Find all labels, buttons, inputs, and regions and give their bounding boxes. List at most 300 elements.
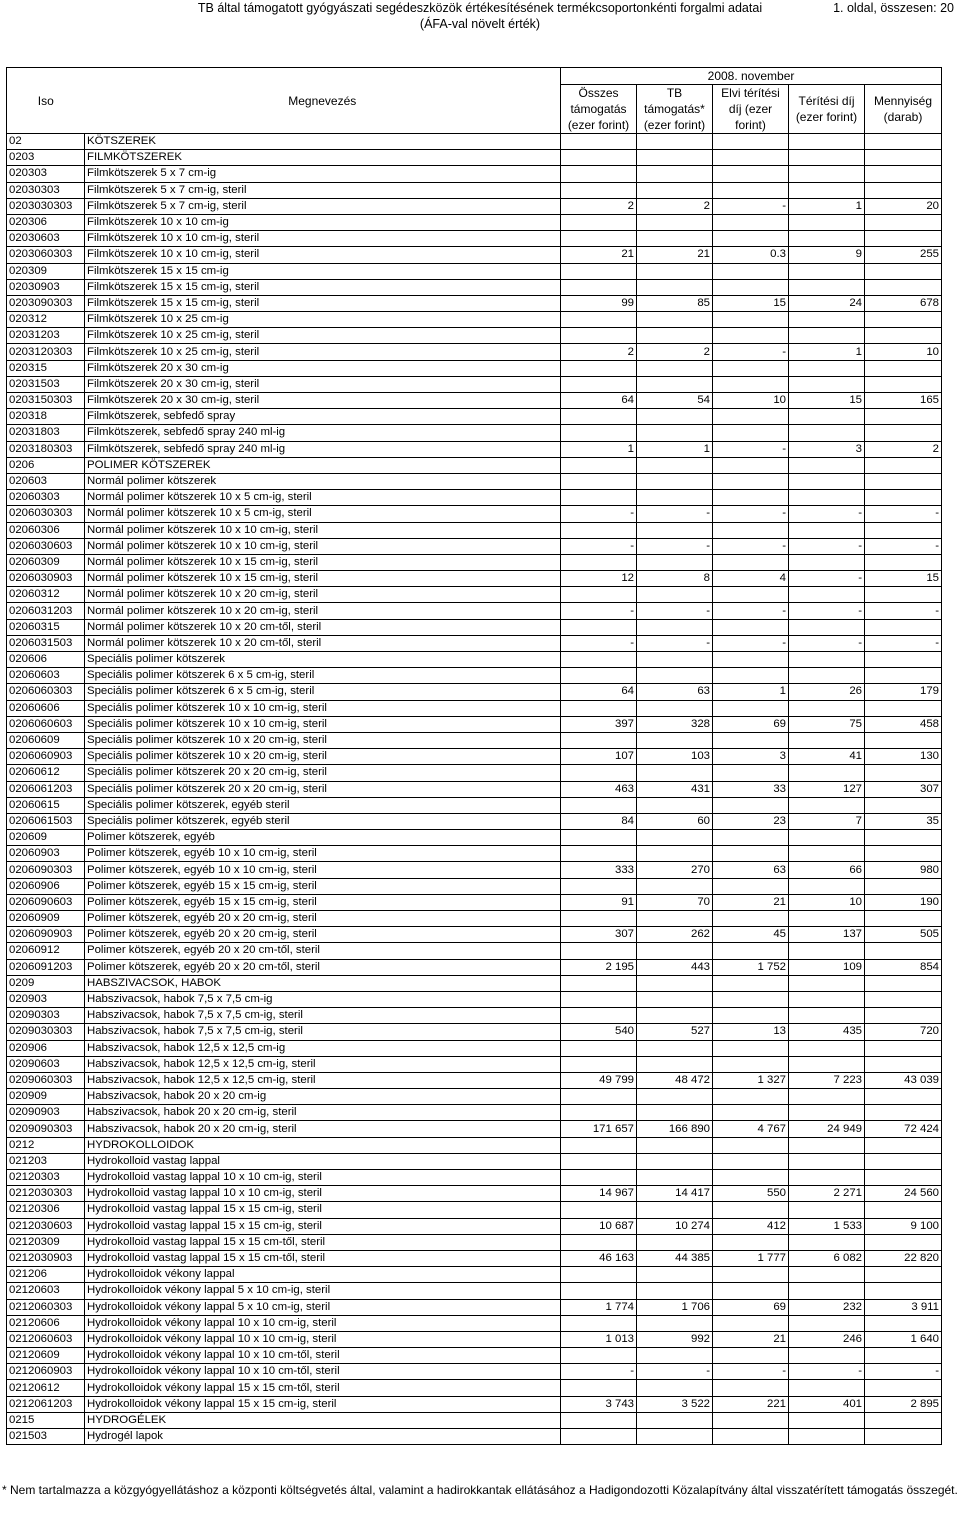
table-row <box>7 1170 942 1186</box>
table-row <box>7 878 942 894</box>
name-cell: Hydrokolloidok vékony lappal 15 x 15 cm-ig, steril <box>85 1396 561 1412</box>
iso-cell: 0212030303 <box>7 1186 85 1202</box>
teritesi-cell <box>789 473 865 489</box>
tb-cell: - <box>637 538 713 554</box>
osszes-cell <box>561 943 637 959</box>
teritesi-cell <box>789 1105 865 1121</box>
osszes-cell <box>561 1056 637 1072</box>
iso-cell: 02060306 <box>7 522 85 538</box>
teritesi-cell: 26 <box>789 684 865 700</box>
teritesi-cell <box>789 797 865 813</box>
teritesi-cell: - <box>789 506 865 522</box>
mennyiseg-cell <box>865 991 942 1007</box>
table-row <box>7 1186 942 1202</box>
iso-cell: 0203090303 <box>7 295 85 311</box>
elvi-cell <box>713 991 789 1007</box>
table-row <box>7 635 942 651</box>
osszes-cell <box>561 911 637 927</box>
name-cell: Filmkötszerek 10 x 10 cm-ig, steril <box>85 231 561 247</box>
elvi-cell <box>713 1153 789 1169</box>
name-cell: KÖTSZEREK <box>85 134 561 150</box>
iso-cell: 0209090303 <box>7 1121 85 1137</box>
iso-cell: 0212061203 <box>7 1396 85 1412</box>
table-row <box>7 1331 942 1347</box>
teritesi-cell <box>789 1170 865 1186</box>
teritesi-cell <box>789 490 865 506</box>
mennyiseg-cell: 165 <box>865 393 942 409</box>
tb-cell: 992 <box>637 1331 713 1347</box>
table-row <box>7 652 942 668</box>
tb-cell <box>637 1170 713 1186</box>
elvi-cell <box>713 1040 789 1056</box>
table-row <box>7 522 942 538</box>
elvi-cell <box>713 1412 789 1428</box>
col-header-name: Megnevezés <box>85 68 561 134</box>
mennyiseg-cell <box>865 425 942 441</box>
tb-cell <box>637 150 713 166</box>
osszes-cell: 2 195 <box>561 959 637 975</box>
elvi-cell: 4 <box>713 571 789 587</box>
tb-cell <box>637 409 713 425</box>
teritesi-cell <box>789 1267 865 1283</box>
table-row <box>7 1364 942 1380</box>
tb-cell <box>637 1315 713 1331</box>
name-cell: Polimer kötszerek, egyéb <box>85 830 561 846</box>
elvi-cell <box>713 1429 789 1445</box>
tb-cell <box>637 1153 713 1169</box>
iso-cell: 02060303 <box>7 490 85 506</box>
mennyiseg-cell <box>865 587 942 603</box>
table-row <box>7 1250 942 1266</box>
osszes-cell <box>561 846 637 862</box>
mennyiseg-cell: 20 <box>865 198 942 214</box>
report-title <box>140 0 820 32</box>
iso-cell: 02060615 <box>7 797 85 813</box>
tb-cell <box>637 1089 713 1105</box>
iso-cell: 0206090603 <box>7 894 85 910</box>
teritesi-cell <box>789 554 865 570</box>
teritesi-cell <box>789 943 865 959</box>
osszes-cell: 14 967 <box>561 1186 637 1202</box>
iso-cell: 02060603 <box>7 668 85 684</box>
teritesi-cell <box>789 732 865 748</box>
iso-cell: 0209030303 <box>7 1024 85 1040</box>
iso-cell: 02060309 <box>7 554 85 570</box>
osszes-cell <box>561 991 637 1007</box>
name-cell: Speciális polimer kötszerek, egyéb steril <box>85 797 561 813</box>
name-cell: Hydrokolloid vastag lappal 15 x 15 cm-ig, steril <box>85 1218 561 1234</box>
teritesi-cell: 1 533 <box>789 1218 865 1234</box>
tb-cell <box>637 1040 713 1056</box>
iso-cell: 0206031503 <box>7 635 85 651</box>
teritesi-cell <box>789 1202 865 1218</box>
table-row <box>7 1040 942 1056</box>
mennyiseg-cell <box>865 150 942 166</box>
osszes-cell <box>561 279 637 295</box>
tb-cell <box>637 975 713 991</box>
elvi-cell: 21 <box>713 1331 789 1347</box>
osszes-cell <box>561 975 637 991</box>
mennyiseg-cell: 3 911 <box>865 1299 942 1315</box>
table-row <box>7 1429 942 1445</box>
elvi-cell: 550 <box>713 1186 789 1202</box>
table-row <box>7 1008 942 1024</box>
mennyiseg-cell: - <box>865 506 942 522</box>
name-cell: Speciális polimer kötszerek 10 x 20 cm-ig, steril <box>85 732 561 748</box>
table-row <box>7 1299 942 1315</box>
name-cell: Habszivacsok, habok 7,5 x 7,5 cm-ig, steril <box>85 1008 561 1024</box>
tb-cell: 63 <box>637 684 713 700</box>
elvi-cell <box>713 554 789 570</box>
osszes-cell <box>561 1170 637 1186</box>
teritesi-cell <box>789 1234 865 1250</box>
elvi-cell: 21 <box>713 894 789 910</box>
elvi-cell <box>713 911 789 927</box>
osszes-cell: 2 <box>561 198 637 214</box>
tb-cell <box>637 700 713 716</box>
name-cell: Hydrokolloid vastag lappal 15 x 15 cm-től, steril <box>85 1250 561 1266</box>
tb-cell <box>637 1008 713 1024</box>
teritesi-cell <box>789 1089 865 1105</box>
teritesi-cell: 127 <box>789 781 865 797</box>
osszes-cell <box>561 457 637 473</box>
iso-cell: 0206091203 <box>7 959 85 975</box>
teritesi-cell <box>789 587 865 603</box>
tb-cell <box>637 360 713 376</box>
tb-cell <box>637 1267 713 1283</box>
iso-cell: 02060315 <box>7 619 85 635</box>
tb-cell <box>637 830 713 846</box>
tb-cell: 54 <box>637 393 713 409</box>
name-cell: Polimer kötszerek, egyéb 20 x 20 cm-ig, steril <box>85 911 561 927</box>
elvi-cell <box>713 279 789 295</box>
osszes-cell <box>561 328 637 344</box>
tb-cell <box>637 231 713 247</box>
osszes-cell <box>561 765 637 781</box>
elvi-cell <box>713 765 789 781</box>
osszes-cell <box>561 150 637 166</box>
iso-cell: 0212030603 <box>7 1218 85 1234</box>
osszes-cell <box>561 1089 637 1105</box>
name-cell: Filmkötszerek 10 x 10 cm-ig <box>85 214 561 230</box>
osszes-cell: 91 <box>561 894 637 910</box>
elvi-cell: 45 <box>713 927 789 943</box>
elvi-cell <box>713 134 789 150</box>
table-row <box>7 830 942 846</box>
osszes-cell <box>561 587 637 603</box>
name-cell: Habszivacsok, habok 20 x 20 cm-ig <box>85 1089 561 1105</box>
iso-cell: 0209 <box>7 975 85 991</box>
name-cell: Normál polimer kötszerek 10 x 10 cm-ig, steril <box>85 522 561 538</box>
iso-cell: 021203 <box>7 1153 85 1169</box>
teritesi-cell <box>789 1348 865 1364</box>
table-row <box>7 263 942 279</box>
name-cell: Habszivacsok, habok 7,5 x 7,5 cm-ig, steril <box>85 1024 561 1040</box>
name-cell: Filmkötszerek 10 x 25 cm-ig, steril <box>85 344 561 360</box>
osszes-cell <box>561 473 637 489</box>
col-header-iso: Iso <box>7 68 85 134</box>
teritesi-cell: 10 <box>789 894 865 910</box>
mennyiseg-cell <box>865 1380 942 1396</box>
teritesi-cell <box>789 263 865 279</box>
iso-cell: 02060906 <box>7 878 85 894</box>
elvi-cell: 4 767 <box>713 1121 789 1137</box>
name-cell: Filmkötszerek 15 x 15 cm-ig, steril <box>85 279 561 295</box>
col-header-period: 2008. november <box>561 68 942 85</box>
tb-cell <box>637 911 713 927</box>
mennyiseg-cell <box>865 312 942 328</box>
mennyiseg-cell <box>865 1348 942 1364</box>
name-cell: Normál polimer kötszerek 10 x 15 cm-ig, steril <box>85 571 561 587</box>
table-row <box>7 1380 942 1396</box>
name-cell: Habszivacsok, habok 20 x 20 cm-ig, steril <box>85 1121 561 1137</box>
mennyiseg-cell <box>865 1153 942 1169</box>
elvi-cell: 69 <box>713 1299 789 1315</box>
table-row <box>7 587 942 603</box>
iso-cell: 0206090903 <box>7 927 85 943</box>
osszes-cell: 84 <box>561 813 637 829</box>
footnote: * Nem tartalmazza a közgyógyellátáshoz a központi költségvetés által, valamint a hadirokkantak ellátásához a Hadigondozotti Közalapítvány által visszatérített támogatás összegét. <box>2 1483 958 1497</box>
elvi-cell <box>713 166 789 182</box>
mennyiseg-cell <box>865 182 942 198</box>
iso-cell: 02030903 <box>7 279 85 295</box>
teritesi-cell: 7 223 <box>789 1072 865 1088</box>
elvi-cell <box>713 846 789 862</box>
mennyiseg-cell <box>865 554 942 570</box>
iso-cell: 020315 <box>7 360 85 376</box>
osszes-cell <box>561 797 637 813</box>
osszes-cell: 21 <box>561 247 637 263</box>
elvi-cell <box>713 360 789 376</box>
table-row <box>7 425 942 441</box>
tb-cell <box>637 182 713 198</box>
teritesi-cell <box>789 214 865 230</box>
tb-cell: 48 472 <box>637 1072 713 1088</box>
osszes-cell <box>561 1267 637 1283</box>
teritesi-cell <box>789 911 865 927</box>
teritesi-cell <box>789 975 865 991</box>
name-cell: Normál polimer kötszerek 10 x 20 cm-ig, steril <box>85 603 561 619</box>
tb-cell <box>637 878 713 894</box>
mennyiseg-cell <box>865 1267 942 1283</box>
elvi-cell: 221 <box>713 1396 789 1412</box>
elvi-cell <box>713 1105 789 1121</box>
elvi-cell <box>713 830 789 846</box>
iso-cell: 0212060303 <box>7 1299 85 1315</box>
elvi-cell: 412 <box>713 1218 789 1234</box>
mennyiseg-cell <box>865 409 942 425</box>
teritesi-cell <box>789 1153 865 1169</box>
tb-cell <box>637 473 713 489</box>
iso-cell: 02120606 <box>7 1315 85 1331</box>
tb-cell <box>637 425 713 441</box>
elvi-cell: 1 <box>713 684 789 700</box>
iso-cell: 02060912 <box>7 943 85 959</box>
iso-cell: 0206030903 <box>7 571 85 587</box>
table-body <box>7 134 942 1445</box>
name-cell: Filmkötszerek, sebfedő spray 240 ml-ig <box>85 441 561 457</box>
table-row <box>7 911 942 927</box>
mennyiseg-cell <box>865 700 942 716</box>
iso-cell: 0203030303 <box>7 198 85 214</box>
table-row <box>7 295 942 311</box>
tb-cell: 8 <box>637 571 713 587</box>
teritesi-cell: 137 <box>789 927 865 943</box>
elvi-cell <box>713 409 789 425</box>
name-cell: Hydrokolloid vastag lappal 15 x 15 cm-ig, steril <box>85 1202 561 1218</box>
table-row <box>7 571 942 587</box>
osszes-cell: 171 657 <box>561 1121 637 1137</box>
iso-cell: 0206061503 <box>7 813 85 829</box>
elvi-cell <box>713 1283 789 1299</box>
elvi-cell <box>713 975 789 991</box>
iso-cell: 02031203 <box>7 328 85 344</box>
elvi-cell <box>713 1348 789 1364</box>
name-cell: Filmkötszerek 5 x 7 cm-ig <box>85 166 561 182</box>
mennyiseg-cell: 190 <box>865 894 942 910</box>
iso-cell: 02060612 <box>7 765 85 781</box>
table-row <box>7 1412 942 1428</box>
iso-cell: 02090903 <box>7 1105 85 1121</box>
teritesi-cell: 24 <box>789 295 865 311</box>
mennyiseg-cell: 24 560 <box>865 1186 942 1202</box>
osszes-cell <box>561 376 637 392</box>
osszes-cell <box>561 619 637 635</box>
tb-cell: - <box>637 603 713 619</box>
mennyiseg-cell <box>865 1105 942 1121</box>
osszes-cell: 307 <box>561 927 637 943</box>
mennyiseg-cell <box>865 263 942 279</box>
elvi-cell <box>713 700 789 716</box>
elvi-cell <box>713 652 789 668</box>
elvi-cell <box>713 312 789 328</box>
elvi-cell: 1 327 <box>713 1072 789 1088</box>
name-cell: Hydrokolloidok vékony lappal 5 x 10 cm-ig, steril <box>85 1283 561 1299</box>
report-title-line2: (ÁFA-val növelt érték) <box>419 17 541 31</box>
tb-cell <box>637 457 713 473</box>
table-row <box>7 376 942 392</box>
page-info: 1. oldal, összesen: 20 <box>833 1 954 15</box>
elvi-cell: - <box>713 344 789 360</box>
table-row <box>7 1105 942 1121</box>
table-row <box>7 506 942 522</box>
name-cell: Hydrokolloidok vékony lappal <box>85 1267 561 1283</box>
tb-cell <box>637 312 713 328</box>
tb-cell <box>637 1348 713 1364</box>
tb-cell <box>637 1429 713 1445</box>
tb-cell <box>637 991 713 1007</box>
teritesi-cell: 1 <box>789 198 865 214</box>
iso-cell: 0203060303 <box>7 247 85 263</box>
name-cell: Habszivacsok, habok 12,5 x 12,5 cm-ig, steril <box>85 1072 561 1088</box>
name-cell: Speciális polimer kötszerek, egyéb steril <box>85 813 561 829</box>
name-cell: Filmkötszerek 5 x 7 cm-ig, steril <box>85 198 561 214</box>
osszes-cell <box>561 134 637 150</box>
name-cell: Filmkötszerek 10 x 25 cm-ig, steril <box>85 328 561 344</box>
elvi-cell <box>713 376 789 392</box>
iso-cell: 02120612 <box>7 1380 85 1396</box>
iso-cell: 0203 <box>7 150 85 166</box>
mennyiseg-cell <box>865 279 942 295</box>
name-cell: Hydrokolloidok vékony lappal 5 x 10 cm-ig, steril <box>85 1299 561 1315</box>
table-row <box>7 1056 942 1072</box>
iso-cell: 0206031203 <box>7 603 85 619</box>
iso-cell: 0215 <box>7 1412 85 1428</box>
name-cell: Speciális polimer kötszerek 20 x 20 cm-ig, steril <box>85 765 561 781</box>
iso-cell: 021206 <box>7 1267 85 1283</box>
name-cell: Filmkötszerek 15 x 15 cm-ig <box>85 263 561 279</box>
table-row <box>7 1137 942 1153</box>
table-row <box>7 959 942 975</box>
tb-cell: 2 <box>637 344 713 360</box>
mennyiseg-cell: 15 <box>865 571 942 587</box>
teritesi-cell <box>789 1040 865 1056</box>
teritesi-cell <box>789 376 865 392</box>
tb-cell <box>637 1234 713 1250</box>
table-row <box>7 1396 942 1412</box>
iso-cell: 02060606 <box>7 700 85 716</box>
mennyiseg-cell <box>865 1056 942 1072</box>
iso-cell: 02 <box>7 134 85 150</box>
teritesi-cell <box>789 1412 865 1428</box>
table-row <box>7 1121 942 1137</box>
osszes-cell <box>561 1137 637 1153</box>
name-cell: Filmkötszerek 20 x 30 cm-ig, steril <box>85 376 561 392</box>
name-cell: Hydrokolloidok vékony lappal 10 x 10 cm-ig, steril <box>85 1315 561 1331</box>
osszes-cell <box>561 668 637 684</box>
table-row <box>7 894 942 910</box>
iso-cell: 02120609 <box>7 1348 85 1364</box>
teritesi-cell: 1 <box>789 344 865 360</box>
table-row <box>7 1202 942 1218</box>
teritesi-cell <box>789 1137 865 1153</box>
teritesi-cell <box>789 878 865 894</box>
teritesi-cell <box>789 134 865 150</box>
mennyiseg-cell <box>865 1170 942 1186</box>
mennyiseg-cell <box>865 1283 942 1299</box>
osszes-cell: 1 <box>561 441 637 457</box>
table-row <box>7 214 942 230</box>
mennyiseg-cell: 980 <box>865 862 942 878</box>
elvi-cell: - <box>713 603 789 619</box>
teritesi-cell: 15 <box>789 393 865 409</box>
name-cell: Speciális polimer kötszerek 10 x 10 cm-ig, steril <box>85 716 561 732</box>
elvi-cell: 13 <box>713 1024 789 1040</box>
table-row <box>7 684 942 700</box>
tb-cell <box>637 279 713 295</box>
table-row <box>7 749 942 765</box>
elvi-cell <box>713 1089 789 1105</box>
teritesi-cell <box>789 1056 865 1072</box>
elvi-cell <box>713 1315 789 1331</box>
iso-cell: 0209060303 <box>7 1072 85 1088</box>
iso-cell: 0206060303 <box>7 684 85 700</box>
elvi-cell <box>713 263 789 279</box>
elvi-cell <box>713 473 789 489</box>
teritesi-cell: 9 <box>789 247 865 263</box>
mennyiseg-cell: 10 <box>865 344 942 360</box>
teritesi-cell: 24 949 <box>789 1121 865 1137</box>
iso-cell: 02090303 <box>7 1008 85 1024</box>
tb-cell <box>637 1283 713 1299</box>
iso-cell: 02120306 <box>7 1202 85 1218</box>
mennyiseg-cell <box>865 214 942 230</box>
mennyiseg-cell: 22 820 <box>865 1250 942 1266</box>
mennyiseg-cell <box>865 765 942 781</box>
elvi-cell <box>713 214 789 230</box>
mennyiseg-cell: 130 <box>865 749 942 765</box>
tb-cell <box>637 1412 713 1428</box>
